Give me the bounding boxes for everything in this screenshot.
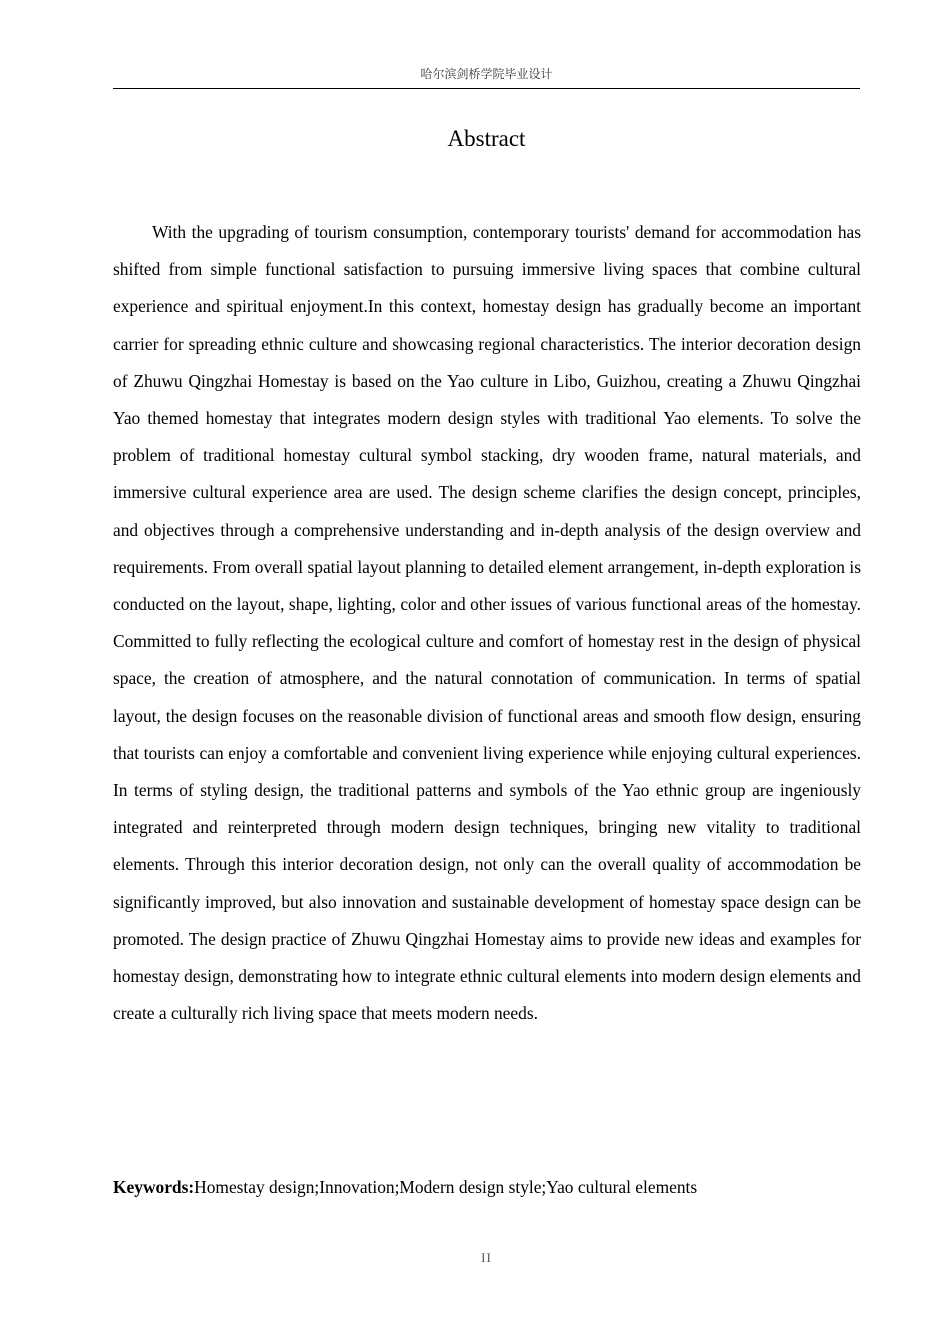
- header-divider: [113, 88, 860, 89]
- keywords-line: [113, 1172, 861, 1202]
- keywords-value: Homestay design;Innovation;Modern design style;Yao cultural elements: [194, 1177, 698, 1197]
- page-number: II: [481, 1250, 492, 1265]
- page-title: Abstract: [447, 126, 526, 151]
- abstract-paragraph: With the upgrading of tourism consumption, contemporary tourists' demand for accommodation has shifted from simple functional satisfaction to pursuing immersive living spaces that combine cultural experience and spiritual enjoyment.In this context, homestay design has gradually become an important carrier for spreading ethnic culture and showcasing regional characteristics. The interior decoration design of Zhuwu Qingzhai Homestay is based on the Yao culture in Libo, Guizhou, creating a Zhuwu Qingzhai Yao themed homestay that integrates modern design styles with traditional Yao elements. To solve the problem of traditional homestay cultural symbol stacking, dry wooden frame, natural materials, and immersive cultural experience area are used. The design scheme clarifies the design concept, principles, and objectives through a comprehensive understanding and in-depth analysis of the design overview and requirements. From overall spatial layout planning to detailed element arrangement, in-depth exploration is conducted on the layout, shape, lighting, color and other issues of various functional areas of the homestay. Committed to fully reflecting the ecological culture and comfort of homestay rest in the design of physical space, the creation of atmosphere, and the natural connotation of communication. In terms of spatial layout, the design focuses on the reasonable division of functional areas and smooth flow design, ensuring that tourists can enjoy a comfortable and convenient living experience while enjoying cultural experiences. In terms of styling design, the traditional patterns and symbols of the Yao ethnic group are ingeniously integrated and reinterpreted through modern design techniques, bringing new vitality to traditional elements. Through this interior decoration design, not only can the overall quality of accommodation be significantly improved, but also innovation and sustainable development of homestay space design can be promoted. The design practice of Zhuwu Qingzhai Homestay aims to provide new ideas and examples for homestay design, demonstrating how to integrate ethnic cultural elements into modern design elements and create a culturally rich living space that meets modern needs.: [113, 222, 861, 1024]
- keywords-label: Keywords:: [113, 1177, 195, 1197]
- running-header: 哈尔滨剑桥学院毕业设计: [420, 67, 553, 81]
